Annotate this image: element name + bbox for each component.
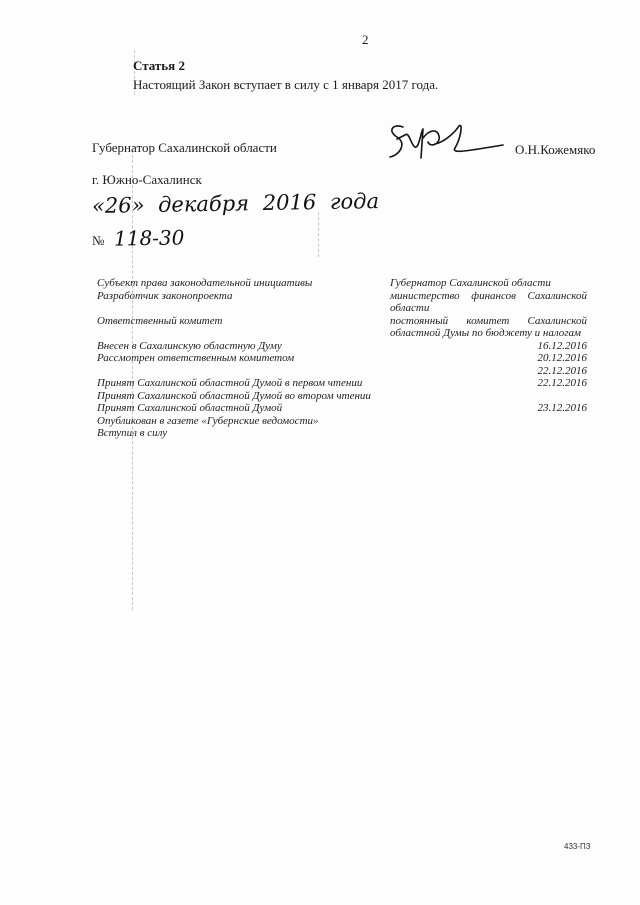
detail-label: Ответственный комитет: [97, 314, 223, 327]
detail-date: 16.12.2016: [537, 339, 587, 352]
detail-row: [97, 290, 587, 315]
place: г. Южно-Сахалинск: [92, 172, 202, 187]
adoption-number: [92, 226, 185, 250]
scan-mark: [318, 212, 319, 257]
detail-date: 22.12.2016: [537, 377, 587, 389]
detail-label: Принят Сахалинской областной Думой: [97, 402, 283, 414]
article-text: Настоящий Закон вступает в силу с 1 января 2017 года.: [133, 77, 439, 92]
number-value: 118-30: [114, 225, 186, 251]
detail-row: [97, 277, 587, 290]
signatory-name: О.Н.Кожемяко: [515, 142, 596, 157]
detail-row: [97, 402, 587, 415]
adoption-date: [92, 187, 379, 220]
detail-row: [97, 390, 587, 403]
detail-date: 23.12.2016: [537, 402, 587, 414]
signatory-position: Губернатор Сахалинской области: [92, 140, 277, 155]
document-code: 433-ПЗ: [564, 842, 591, 851]
detail-value: постоянный комитет Сахалинской областной Думы по бюджету и налогам: [390, 314, 587, 339]
detail-row: [97, 377, 587, 390]
detail-row: [97, 340, 587, 353]
detail-date: 20.12.2016: [537, 352, 587, 364]
detail-date: [390, 427, 587, 440]
detail-date: 22.12.2016: [537, 364, 587, 377]
detail-label: Принят Сахалинской областной Думой в первом чтении: [97, 377, 363, 389]
date-close-quote: »: [131, 193, 145, 218]
detail-value: министерство финансов Сахалинской области: [390, 289, 587, 314]
detail-label: Принят Сахалинской областной Думой во втором чтении: [97, 389, 371, 402]
detail-label: [97, 365, 380, 378]
detail-label: Внесен в Сахалинскую областную Думу: [97, 339, 282, 352]
detail-row: [97, 365, 587, 378]
detail-label: Рассмотрен ответственным комитетом: [97, 352, 295, 364]
date-year: 2016: [262, 190, 317, 216]
detail-label: Субъект права законодательной инициативы: [97, 277, 313, 289]
detail-date: [390, 390, 587, 403]
detail-label: Вступил в силу: [97, 427, 168, 439]
date-month: декабря: [157, 191, 250, 217]
date-open-quote: «: [91, 193, 106, 218]
detail-label: Опубликован в газете «Губернские ведомости»: [97, 414, 319, 427]
handwritten-signature: [385, 118, 505, 164]
detail-row: [97, 427, 587, 440]
date-day: 26: [104, 193, 132, 218]
page-number: 2: [362, 32, 369, 47]
detail-label: Разработчик законопроекта: [97, 289, 233, 302]
date-year-word: года: [329, 188, 380, 214]
legislative-details: [97, 277, 587, 440]
detail-date: [390, 415, 587, 428]
detail-row: [97, 415, 587, 428]
detail-row: [97, 352, 587, 365]
detail-value: Губернатор Сахалинской области: [390, 277, 551, 289]
article-heading: Статья 2: [133, 58, 185, 73]
number-sign: №: [92, 233, 105, 248]
detail-row: [97, 315, 587, 340]
